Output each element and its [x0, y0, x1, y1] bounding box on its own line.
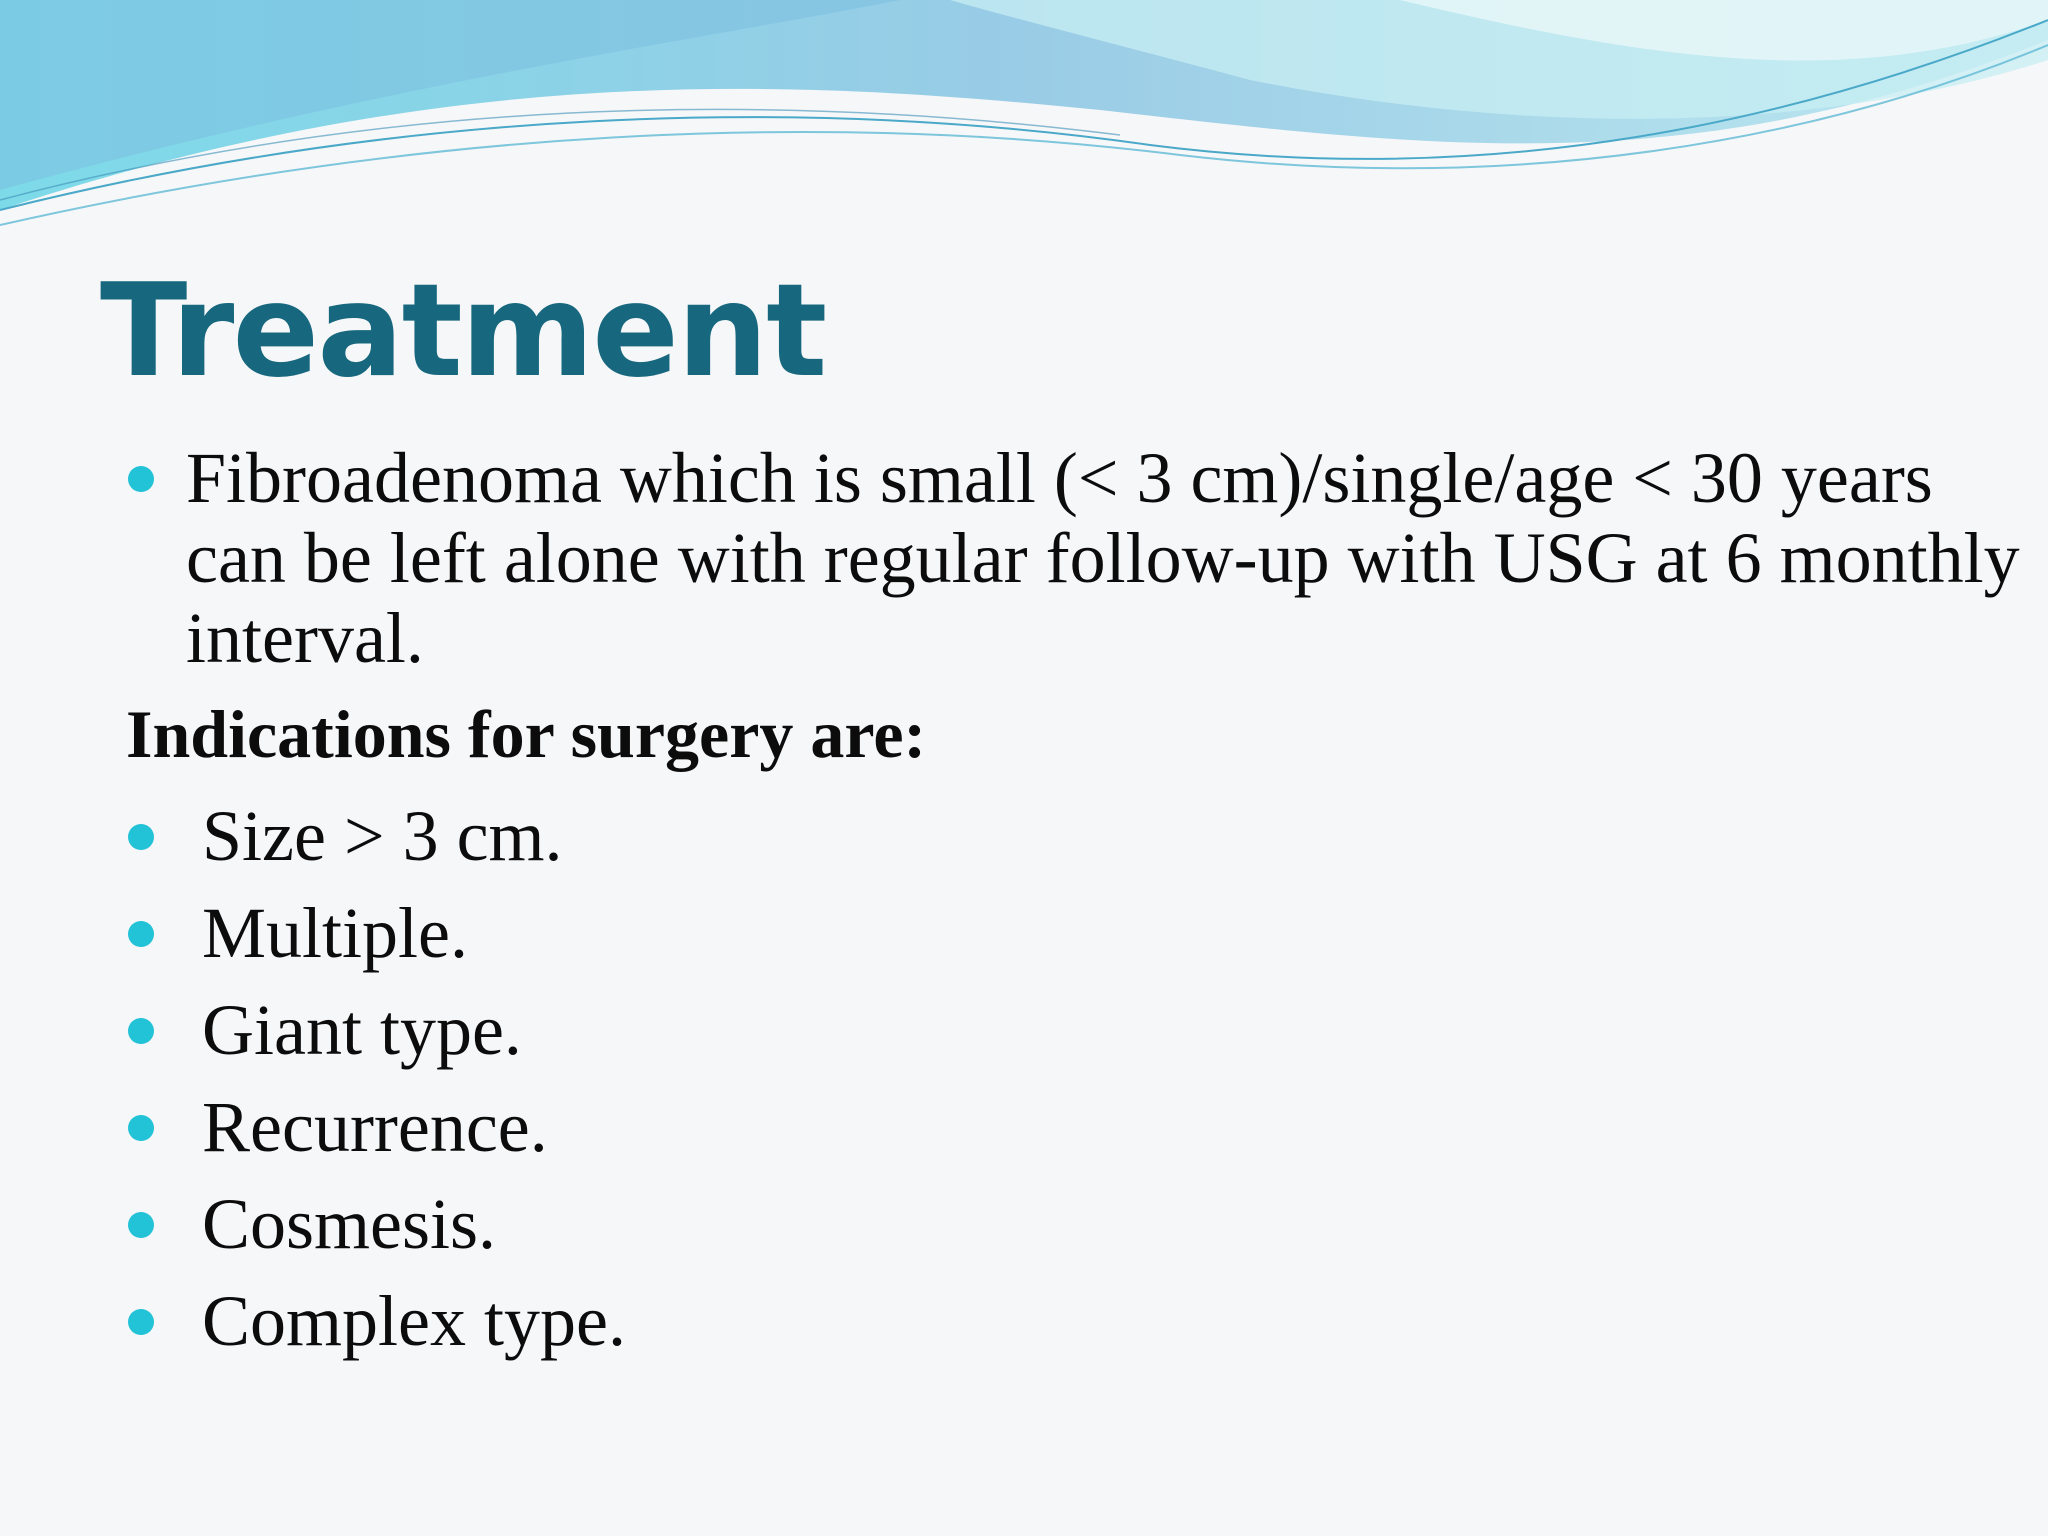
bullet-icon — [128, 1309, 154, 1335]
indications-heading: Indications for surgery are: — [126, 696, 927, 772]
indication-text: Multiple. — [202, 893, 468, 973]
indication-text: Cosmesis. — [202, 1184, 497, 1264]
bullet-icon — [128, 921, 154, 947]
bullet-icon — [128, 1018, 154, 1044]
slide-title: Treatment — [100, 257, 826, 406]
indication-text: Giant type. — [202, 990, 522, 1070]
list-item — [126, 1079, 1986, 1176]
header-wave-decoration — [0, 0, 2048, 240]
list-item — [126, 1273, 1986, 1370]
list-item — [126, 1176, 1986, 1273]
list-item — [126, 982, 1986, 1079]
list-item — [126, 788, 1986, 885]
intro-bullet — [126, 438, 2020, 678]
slide-content — [126, 438, 2020, 1370]
indication-text: Size > 3 cm. — [202, 796, 563, 876]
bullet-icon — [128, 466, 154, 492]
intro-text: Fibroadenoma which is small (< 3 cm)/single/age < 30 years can be left alone with regular follow-up with USG at 6 monthly interval. — [186, 438, 2020, 678]
bullet-icon — [128, 824, 154, 850]
indication-text: Complex type. — [202, 1281, 626, 1361]
indication-text: Recurrence. — [202, 1087, 548, 1167]
list-item — [126, 885, 1986, 982]
bullet-icon — [128, 1115, 154, 1141]
bullet-icon — [128, 1212, 154, 1238]
